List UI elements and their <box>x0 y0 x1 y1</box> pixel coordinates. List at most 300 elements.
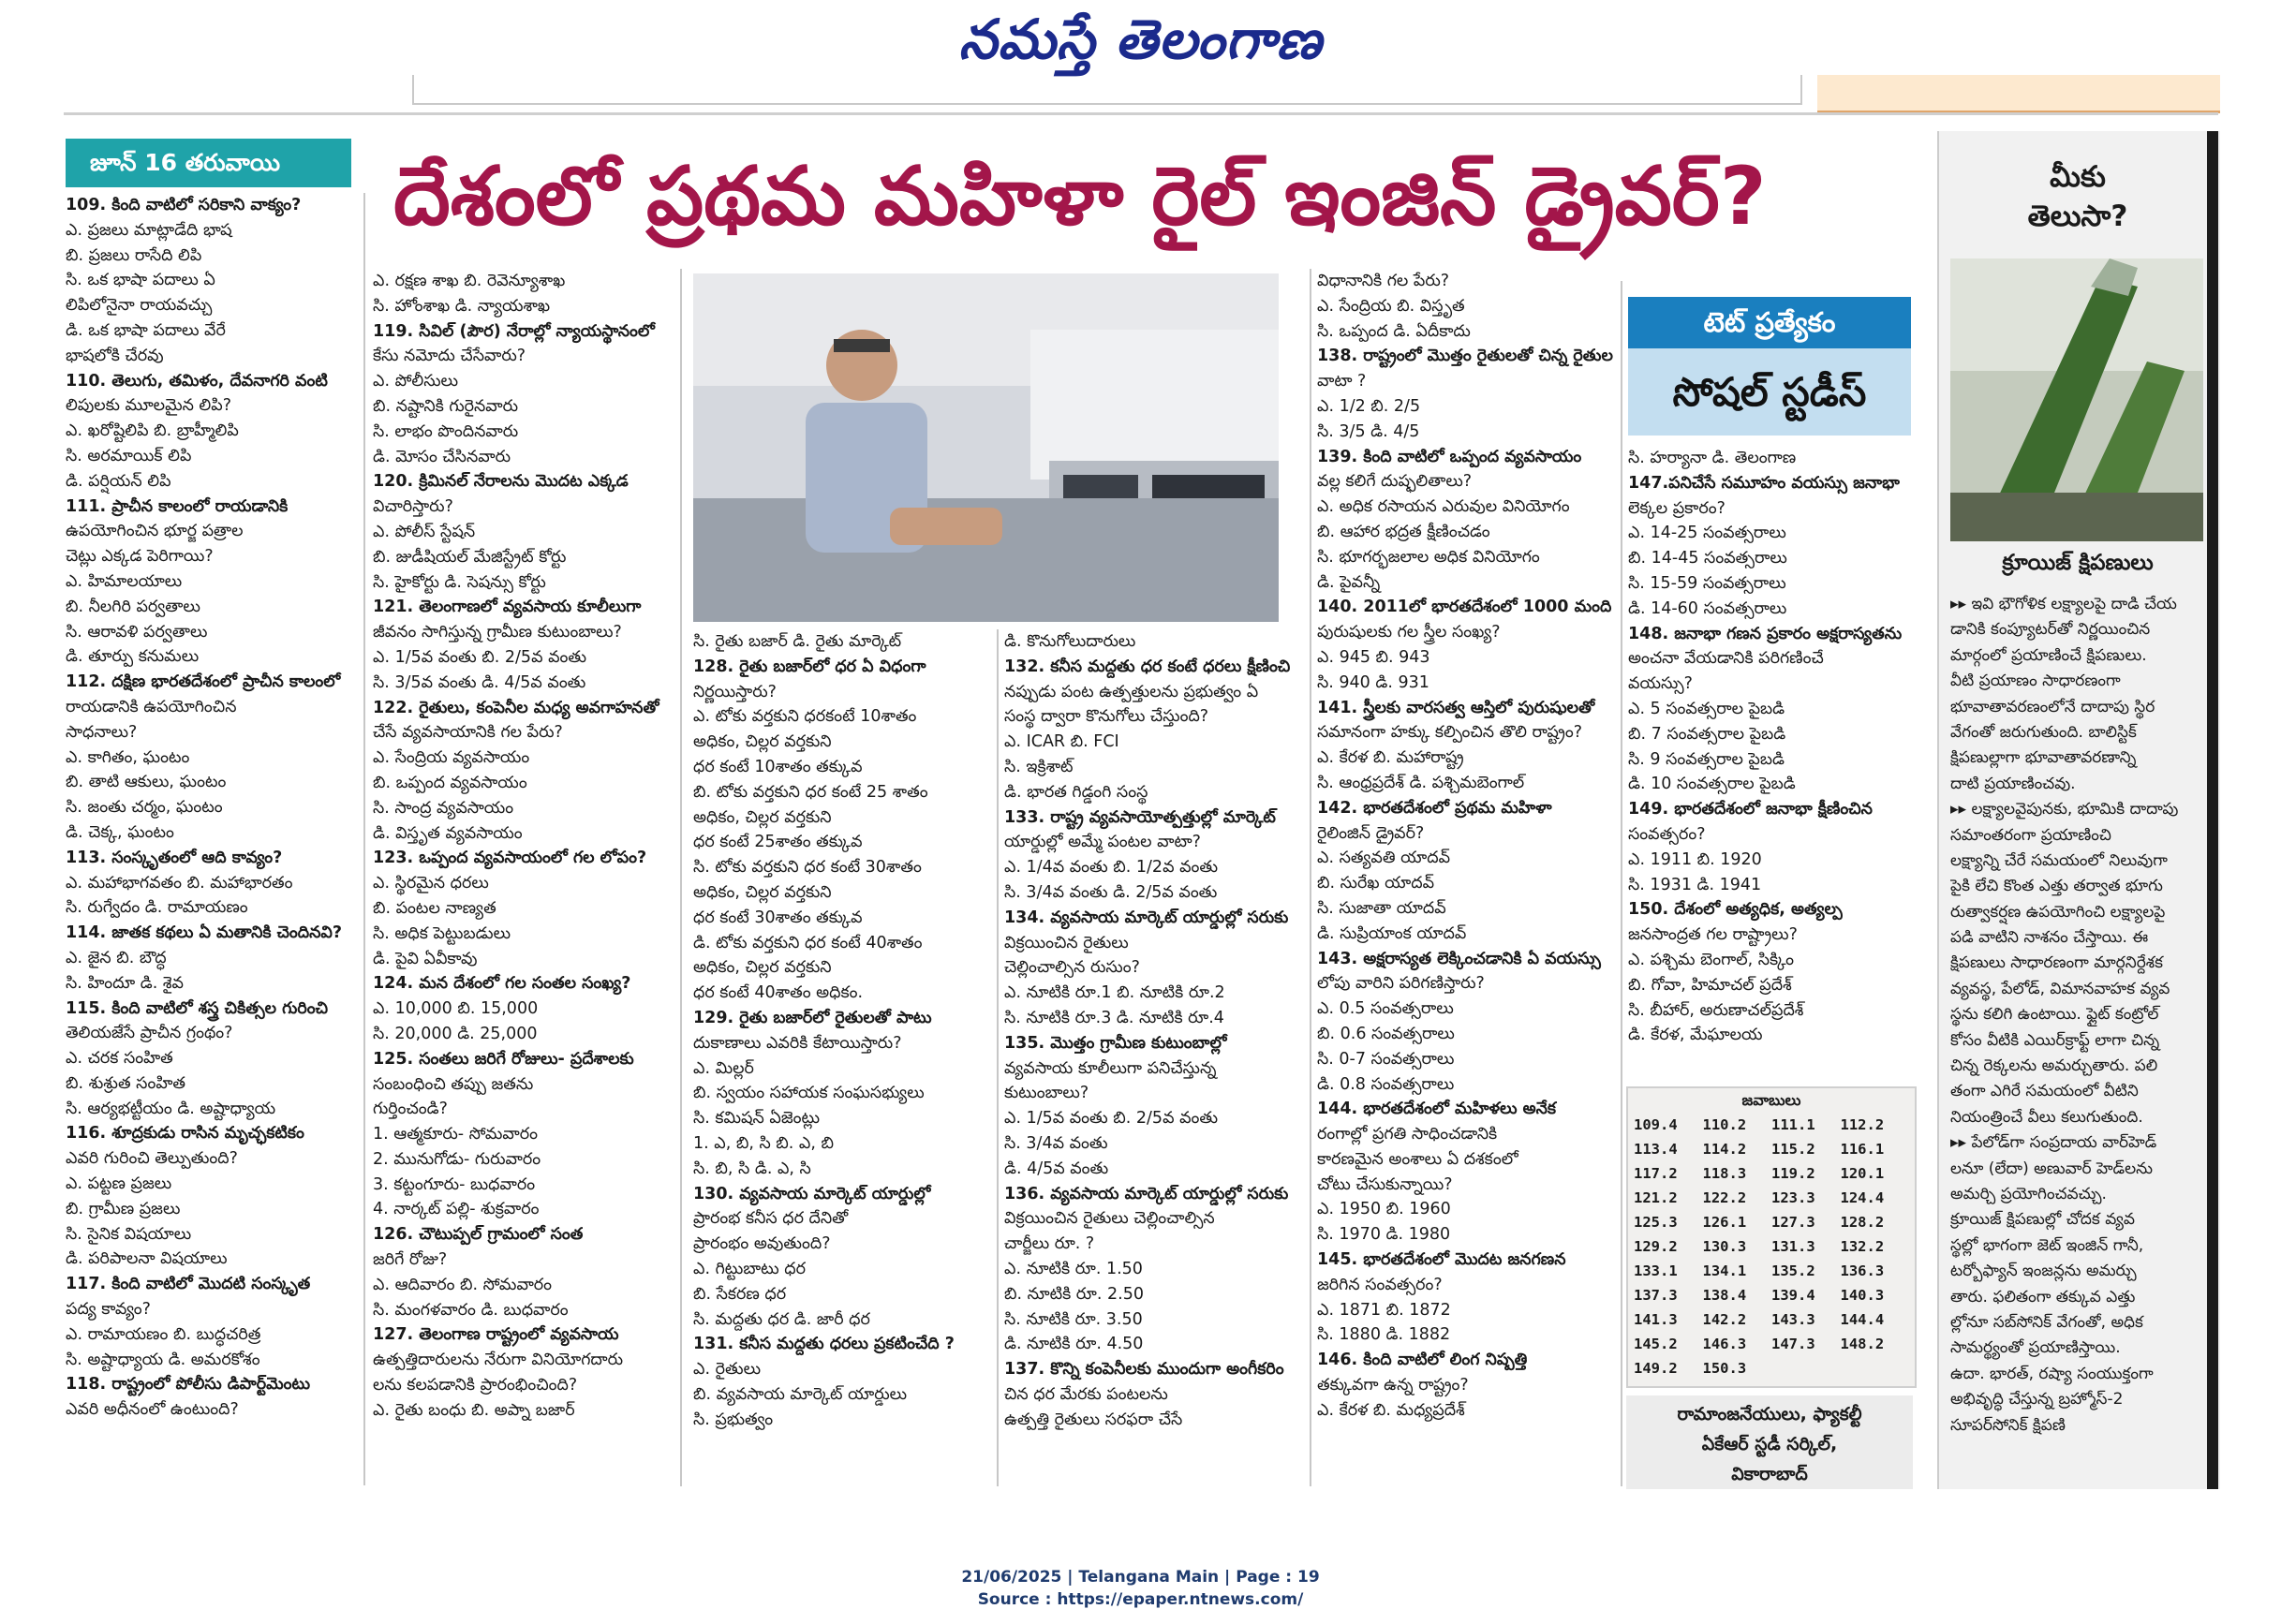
option-line: సి. సుజాతా యాదవ్ <box>1317 898 1446 918</box>
question-line: 142. భారతదేశంలో ప్రథమ మహిళా <box>1317 798 1552 818</box>
question-line: 140. 2011లో భారతదేశంలో 1000 మంది <box>1317 598 1612 617</box>
answer-cell: 123.3 <box>1771 1189 1815 1206</box>
question-line: 149. భారతదేశంలో జనాభా క్షీణించిన <box>1628 800 1873 819</box>
option-line: ఉత్పత్తిదారులను నేరుగా వినియోగదారు <box>373 1351 624 1370</box>
answer-cell: 112.2 <box>1840 1116 1885 1133</box>
answer-cell: 135.2 <box>1771 1262 1815 1279</box>
option-line: చెట్లు ఎక్కడ పెరిగాయి? <box>66 547 214 567</box>
question-line: 145. భారతదేశంలో మొదట జనగణన <box>1317 1250 1566 1270</box>
footer-source: Source : https://epaper.ntnews.com/ <box>977 1590 1304 1609</box>
option-line: విచారిస్తారు? <box>373 497 453 517</box>
answer-cell: 129.2 <box>1634 1238 1678 1255</box>
answer-cell: 120.1 <box>1840 1165 1885 1182</box>
option-line: 2. మునుగోడు- గురువారం <box>373 1149 541 1169</box>
option-line: సి. నూటికి రూ.3 డి. నూటికి రూ.4 <box>1004 1008 1224 1027</box>
option-line: బి. జుడీషియల్ మేజిస్ట్రేట్ కోర్టు <box>373 547 567 567</box>
option-line: వ్యవసాయ కూలీలుగా పనిచేస్తున్న <box>1004 1058 1217 1078</box>
option-line: బి. టోకు వర్తకుని ధర కంటే 25 శాతం <box>693 782 928 802</box>
option-line: సంస్థ ద్వారా కొనుగోలు చేస్తుంది? <box>1004 707 1209 727</box>
option-line: ఎ. మిల్లర్ <box>693 1058 754 1078</box>
answer-cell: 138.4 <box>1702 1287 1747 1304</box>
question-column-2 <box>373 269 674 1424</box>
question-line: 113. సంస్కృతంలో ఆది కావ్యం? <box>66 848 283 867</box>
question-line: 121. తెలంగాణలో వ్యవసాయ కూలీలుగా <box>373 598 642 617</box>
option-line: డి. కేరళ, మేఘాలయ <box>1628 1026 1763 1045</box>
answer-cell: 111.1 <box>1771 1116 1815 1133</box>
page-headline: దేశంలో ప్రథమ మహిళా రైల్ ఇంజిన్ డ్రైవర్? <box>393 150 1767 244</box>
option-line: సి. ఆంధ్రప్రదేశ్ డి. పశ్చిమబెంగాల్ <box>1317 773 1525 792</box>
answer-cell: 140.3 <box>1840 1287 1885 1304</box>
option-line: డి. పైవి ఏవీకావు <box>373 949 478 968</box>
question-line: 128. రైతు బజార్‌లో ధర ఏ విధంగా <box>693 657 926 676</box>
option-line: ఎ. 1871 బి. 1872 <box>1317 1300 1451 1320</box>
option-line: విధానానికి గల పేరు? <box>1317 272 1450 290</box>
option-line: కుటుంబాలు? <box>1004 1084 1089 1103</box>
option-line: సి. 9 సంవత్సరాల పైబడి <box>1628 749 1785 769</box>
option-line: సి. 940 డి. 931 <box>1317 672 1429 692</box>
option-line: లోపు వారిని పరిగణిస్తారు? <box>1317 974 1485 994</box>
option-line: ఎ. నూటికి రూ.1 బి. నూటికి రూ.2 <box>1004 983 1225 1003</box>
option-line: ఎ. టోకు వర్తకుని ధరకంటే 10శాతం <box>693 707 917 727</box>
answer-cell: 109.4 <box>1634 1116 1678 1133</box>
sidebar-text-line: రుత్వాకర్షణ ఉపయోగించి లక్ష్యాలపై <box>1950 902 2166 922</box>
question-line: 146. కింది వాటిలో లింగ నిష్పత్తి <box>1317 1351 1528 1370</box>
option-line: సి. హర్యానా డి. తెలంగాణ <box>1628 449 1797 467</box>
option-line: ఎ. రామాయణం బి. బుద్ధచరిత్ర <box>66 1324 261 1344</box>
question-line: 125. సంతలు జరిగే రోజులు- ప్రదేశాలకు <box>373 1049 634 1069</box>
option-line: పద్య కావ్యం? <box>66 1300 151 1320</box>
newspaper-logo: నమస్తే తెలంగాణ <box>958 7 1323 71</box>
sidebar-caption: క్రూయిజ్ క్షిపణులు <box>2002 551 2154 575</box>
option-line: డి. విస్తృత వ్యవసాయం <box>373 823 523 843</box>
option-line: సి. అష్టాధ్యాయ డి. అమరకోశం <box>66 1350 260 1369</box>
option-line: నప్పుడు పంట ఉత్పత్తులను ప్రభుత్వం ఏ <box>1004 682 1259 701</box>
option-line: డి. చెక్క, ఘంటం <box>66 822 174 842</box>
option-line: బి. శుశ్రుత సంహిత <box>66 1073 186 1093</box>
option-line: ఎ. 1/2 బి. 2/5 <box>1317 396 1421 416</box>
option-line: సి. 1970 డి. 1980 <box>1317 1225 1451 1245</box>
question-line: 118. రాష్ట్రంలో పోలీసు డిపార్ట్‌మెంటు <box>66 1375 311 1395</box>
header-rule <box>64 112 2218 115</box>
answers-grid <box>1628 1113 1915 1380</box>
option-line: బి. ఆహార భద్రత క్షీణించడం <box>1317 522 1490 541</box>
question-line: 123. ఒప్పంద వ్యవసాయంలో గల లోపం? <box>373 849 647 868</box>
option-line: సి. అరమాయిక్ లిపి <box>66 446 192 465</box>
option-line: ఎ. నూటికి రూ. 1.50 <box>1004 1259 1143 1278</box>
option-line: ఎ. ప్రజలు మాట్లాడేది భాష <box>66 220 232 240</box>
answer-cell: 136.3 <box>1840 1262 1885 1279</box>
option-line: చార్జీలు రూ. ? <box>1004 1234 1095 1254</box>
sidebar-title-line: తెలుసా? <box>2027 199 2128 233</box>
option-line: 1. ఆత్మకూరు- సోమవారం <box>373 1125 539 1144</box>
option-line: సి. ఒక భాషా పదాలు ఏ <box>66 271 215 290</box>
option-line: విక్రయించిన రైతులు <box>1004 933 1129 952</box>
option-line: సి. 3/5వ వంతు డి. 4/5వ వంతు <box>373 672 586 692</box>
option-line: లిపులకు మూలమైన లిపి? <box>66 396 231 416</box>
option-line: బి. గ్రామీణ ప్రజలు <box>66 1199 181 1218</box>
cruise-missile-photo <box>1950 258 2203 541</box>
sidebar-text-line: భూవాతావరణంలోనే దాదాపు స్థిర <box>1950 697 2155 716</box>
sidebar-text-line: అభివృద్ధి చేస్తున్న బ్రహ్మోస్-2 <box>1950 1390 2124 1410</box>
answer-cell: 149.2 <box>1634 1360 1678 1377</box>
question-column-6 <box>1628 446 1913 1048</box>
option-line: లిపిలోనైనా రాయవచ్చు <box>66 296 213 316</box>
option-line: డి. పైవన్నీ <box>1317 572 1381 592</box>
option-line: ఎ. జైన బి. బౌద్ధ <box>66 948 167 967</box>
header-frame <box>412 75 1802 105</box>
option-line: డి. కొనుగోలుదారులు <box>1004 632 1136 651</box>
answer-cell: 126.1 <box>1702 1214 1747 1231</box>
option-line: ఎ. ICAR బి. FCI <box>1004 732 1119 752</box>
tet-special-label: టెట్ ప్రత్యేకం <box>1628 297 1911 348</box>
option-line: డి. టోకు వర్తకుని ధర కంటే 40శాతం <box>693 933 923 952</box>
sidebar-text-line: ▸▸ ఇవి భౌగోళిక లక్ష్యాలపై దాడి చేయ <box>1950 595 2177 613</box>
answer-cell: 137.3 <box>1634 1287 1678 1304</box>
option-line: సి. హిందూ డి. శైవ <box>66 973 184 993</box>
option-line: ఎ. చరక సంహిత <box>66 1049 173 1069</box>
option-line: సి. 3/5 డి. 4/5 <box>1317 421 1420 441</box>
question-line: 134. వ్యవసాయ మార్కెట్ యార్డుల్లో సరుకు <box>1004 908 1289 927</box>
option-line: 3. కట్టంగూరు- బుధవారం <box>373 1174 536 1194</box>
option-line: అధికం, చిల్లర వర్తకుని <box>693 882 832 902</box>
question-line: 141. స్త్రీలకు వారసత్వ ఆస్తిలో పురుషులతో <box>1317 698 1595 717</box>
option-line: ఉత్పత్తి రైతులు సరఫరా చేసే <box>1004 1410 1183 1429</box>
answer-cell: 116.1 <box>1840 1141 1885 1158</box>
question-line: 132. కనీస మద్దతు ధర కంటే ధరలు క్షీణించి <box>1004 657 1291 676</box>
option-line: సి. హోంశాఖ డి. న్యాయశాఖ <box>373 296 551 316</box>
option-line: జీవనం సాగిస్తున్న గ్రామీణ కుటుంబాలు? <box>373 623 622 642</box>
option-line: సి. 3/4వ వంతు <box>1004 1133 1108 1153</box>
answers-table <box>1626 1086 1917 1388</box>
question-column-4 <box>1004 629 1304 1433</box>
option-line: కేసు నమోదు చేసేవారు? <box>373 347 526 366</box>
option-line: ధర కంటే 10శాతం తక్కువ <box>693 757 863 776</box>
option-line: జరిగిన సంవత్సరం? <box>1317 1275 1443 1294</box>
option-line: డి. 4/5వ వంతు <box>1004 1159 1109 1178</box>
option-line: ఎ. కేరళ బి. మధ్యప్రదేశ్ <box>1317 1400 1465 1420</box>
option-line: అధికం, చిల్లర వర్తకుని <box>693 958 832 978</box>
answer-cell: 110.2 <box>1702 1116 1747 1133</box>
option-line: డి. పర్షియన్ లిపి <box>66 471 171 491</box>
option-line: వాటా ? <box>1317 372 1367 391</box>
option-line: ఎ. గిట్టుబాటు ధర <box>693 1259 806 1278</box>
masthead <box>0 7 2281 85</box>
option-line: ఎ. కేరళ బి. మహారాష్ట్ర <box>1317 748 1464 768</box>
option-line: ఎ. 1950 బి. 1960 <box>1317 1200 1451 1219</box>
sidebar-text-line: స్థను కలిగి ఉంటాయి. ఫ్లైట్ కంట్రోల్ <box>1950 1005 2159 1025</box>
option-line: సి. మంగళవారం డి. బుధవారం <box>373 1300 569 1320</box>
answer-cell: 133.1 <box>1634 1262 1678 1279</box>
answer-cell: 145.2 <box>1634 1336 1678 1352</box>
option-line: ఎ. 1/4వ వంతు బి. 1/2వ వంతు <box>1004 858 1219 878</box>
option-line: సి. బి, సి డి. ఎ, సి <box>693 1159 811 1178</box>
option-line: డి. పరిపాలనా విషయాలు <box>66 1249 228 1269</box>
option-line: లను కలపడానికి ప్రారంభించింది? <box>373 1376 578 1395</box>
option-line: ఎ. 1/5వ వంతు బి. 2/5వ వంతు <box>373 647 587 667</box>
option-line: డి. 0.8 సంవత్సరాలు <box>1317 1074 1455 1094</box>
column-divider <box>997 629 999 1486</box>
option-line: ఎ. ఆదివారం బి. సోమవారం <box>373 1275 553 1294</box>
sidebar-text-line: సూపర్‌సోనిక్ క్షిపణి <box>1950 1415 2066 1435</box>
option-line: సి. రుగ్వేదం డి. రామాయణం <box>66 898 248 918</box>
answers-heading: జవాబులు <box>1741 1091 1801 1109</box>
option-line: బి. నష్టానికి గురైనవారు <box>373 396 519 416</box>
credit-line: వికారాబాద్ <box>1731 1464 1808 1484</box>
option-line: ఎ. స్థిరమైన ధరలు <box>373 874 489 893</box>
option-line: రాయడానికి ఉపయోగించిన <box>66 697 237 716</box>
sidebar-text-line: అమర్చి ప్రయోగించవచ్చు. <box>1950 1184 2107 1203</box>
option-line: సి. 20,000 డి. 25,000 <box>373 1024 538 1043</box>
option-line: సి. బీహార్, అరుణాచల్‌ప్రదేశ్ <box>1628 1000 1804 1020</box>
option-line: బి. 0.6 సంవత్సరాలు <box>1317 1024 1455 1043</box>
sidebar-text-line: నియంత్రించే వీలు కలుగుతుంది. <box>1950 1107 2143 1127</box>
sidebar-text-line: డానికి కంప్యూటర్‌తో నిర్ణయించిన <box>1950 620 2151 640</box>
question-line: 116. శూద్రకుడు రాసిన మృచ్ఛకటికం <box>66 1124 304 1144</box>
option-line: ఎ. మహాభాగవతం బి. మహాభారతం <box>66 873 293 893</box>
option-line: చెల్లించాల్సిన రుసుం? <box>1004 958 1140 978</box>
option-line: సి. మద్దతు ధర డి. జారీ ధర <box>693 1309 870 1329</box>
answer-cell: 134.1 <box>1702 1262 1747 1279</box>
option-line: బి. 7 సంవత్సరాల పైబడి <box>1628 724 1786 744</box>
footer-date: 21/06/2025 | Telangana Main | Page : 19 <box>961 1568 1320 1587</box>
question-line: 126. చౌటుప్పల్ గ్రామంలో సంత <box>373 1225 584 1245</box>
answer-cell: 146.3 <box>1702 1336 1747 1352</box>
question-line: 130. వ్యవసాయ మార్కెట్ యార్డుల్లో <box>693 1184 931 1203</box>
sidebar-text-line: దాటి ప్రయాణించవు. <box>1950 774 2076 793</box>
option-line: భాషలోకి చేరవు <box>66 346 164 365</box>
option-line: బి. ఒప్పంద వ్యవసాయం <box>373 773 527 792</box>
option-line: ఎ. సత్యవతి యాదవ్ <box>1317 849 1451 868</box>
option-line: డి. తూర్పు కనుమలు <box>66 647 200 667</box>
option-line: బి. వ్యవసాయ మార్కెట్ యార్డులు <box>693 1384 908 1404</box>
option-line: రంగాల్లో ప్రగతి సాధించడానికి <box>1317 1125 1498 1144</box>
sidebar-text-line: క్షిపణుల్లాగా భూవాతావరణాన్ని <box>1950 748 2137 768</box>
question-line: 109. కింది వాటిలో సరికాని వాక్యం? <box>66 196 302 214</box>
sidebar-body <box>1950 592 2213 1439</box>
option-line: యార్డుల్లో అమ్మే పంటల వాటా? <box>1004 833 1201 852</box>
column-divider <box>1621 281 1622 1486</box>
option-line: బి. నీలగిరి పర్వతాలు <box>66 597 200 616</box>
option-line: జరిగే రోజు? <box>373 1250 448 1270</box>
column-divider <box>1310 269 1311 1486</box>
option-line: డి. భారత గిడ్డంగి సంస్థ <box>1004 782 1148 802</box>
option-line: ఎ. పశ్చిమ బెంగాల్, సిక్కిం <box>1628 950 1795 969</box>
answer-cell: 118.3 <box>1702 1165 1747 1182</box>
option-line: బి. స్వయం సహాయక సంఘసభ్యులు <box>693 1084 925 1103</box>
sidebar-text-line: వేగంతో జరుగుతుంది. బాలిస్టిక్ <box>1950 722 2137 742</box>
question-line: 144. భారతదేశంలో మహిళలు అనేక <box>1317 1100 1557 1119</box>
answer-cell: 119.2 <box>1771 1165 1815 1182</box>
question-column-5 <box>1317 269 1619 1424</box>
answer-cell: 122.2 <box>1702 1189 1747 1206</box>
option-line: సాధనాలు? <box>66 722 138 742</box>
question-line: 137. కొన్ని కంపెనీలకు ముందుగా అంగీకరిం <box>1004 1360 1284 1380</box>
sidebar-text-line: సామర్థ్యంతో ప్రయాణిస్తాయి. <box>1950 1338 2121 1358</box>
answer-cell: 127.3 <box>1771 1214 1815 1231</box>
option-line: సంవత్సరం? <box>1628 824 1706 844</box>
option-line: సి. జంతు చర్మం, ఘంటం <box>66 798 223 818</box>
option-line: ధర కంటే 30శాతం తక్కువ <box>693 908 863 927</box>
question-line: 124. మన దేశంలో గల సంతల సంఖ్య? <box>373 974 631 994</box>
column-divider <box>680 269 682 1486</box>
question-line: 119. సివిల్ (పౌర) నేరాల్లో న్యాయస్థానంలో <box>373 321 655 341</box>
option-line: సమానంగా హక్కు కల్పించిన తొలి రాష్ట్రం? <box>1317 723 1583 743</box>
question-line: 110. తెలుగు, తమిళం, దేవనాగరి వంటి <box>66 371 328 391</box>
train-driver-photo <box>693 273 1279 622</box>
option-line: అంచనా వేయడానికి పరిగణించే <box>1628 649 1824 669</box>
option-line: వయస్సు? <box>1628 674 1693 694</box>
question-line: 133. రాష్ట్ర వ్యవసాయోత్పత్తుల్లో మార్కెట్ <box>1004 807 1276 827</box>
sidebar-text-line: కోసం వీటికి ఎయిర్‌క్రాఫ్ట్ లాగా చిన్న <box>1950 1030 2160 1050</box>
option-line: సి. నూటికి రూ. 3.50 <box>1004 1309 1143 1329</box>
question-line: 147.పనిచేసే సమూహం వయస్సు జనాభా <box>1628 473 1900 493</box>
sidebar-text-line: లనూ (లేదా) అణువార్ హెడ్‌లను <box>1950 1159 2153 1178</box>
option-line: తెలియజేసే ప్రాచీన గ్రంథం? <box>66 1024 233 1043</box>
answer-cell: 124.4 <box>1840 1189 1885 1206</box>
column-divider <box>363 193 365 1485</box>
option-line: సి. భూగర్భజలాల అధిక వినియోగం <box>1317 547 1540 567</box>
option-line: బి. నూటికి రూ. 2.50 <box>1004 1284 1144 1304</box>
sidebar-title-line: మీకు <box>2050 160 2106 194</box>
sidebar-text-line: క్రూయిజ్ క్షిపణుల్లో చోదక వ్యవ <box>1950 1210 2135 1230</box>
answer-cell: 132.2 <box>1840 1238 1885 1255</box>
question-line: 131. కనీస మద్దతు ధరలు ప్రకటించేది ? <box>693 1335 955 1354</box>
option-line: సి. 1931 డి. 1941 <box>1628 875 1762 894</box>
option-line: ఎ. రక్షణ శాఖ బి. రెవెన్యూశాఖ <box>373 272 566 290</box>
social-studies-label: సోషల్ స్టడీస్ <box>1628 348 1911 436</box>
answer-cell: 141.3 <box>1634 1311 1678 1328</box>
option-line: లెక్కల ప్రకారం? <box>1628 498 1726 518</box>
option-line: బి. 14-45 సంవత్సరాలు <box>1628 549 1787 568</box>
option-line: సి. హైకోర్టు డి. సెషన్సు కోర్టు <box>373 572 546 592</box>
option-line: ఎ. సేంద్రియ బి. విస్తృత <box>1317 296 1465 316</box>
question-line: 115. కింది వాటిలో శస్త్ర చికిత్సల గురించి <box>66 998 328 1018</box>
option-line: ధర కంటే 40శాతం అధికం. <box>693 983 864 1003</box>
option-line: సి. ప్రభుత్వం <box>693 1410 774 1429</box>
option-line: సి. 3/4వ వంతు డి. 2/5వ వంతు <box>1004 882 1218 902</box>
option-line: ఎ. రైతు బంధు బి. అప్నా బజార్ <box>373 1400 575 1420</box>
answer-cell: 144.4 <box>1840 1311 1885 1328</box>
option-line: కారణమైన అంశాలు ఏ దశకంలో <box>1317 1149 1518 1169</box>
answer-cell: 148.2 <box>1840 1336 1885 1352</box>
option-line: ఎ. కాగితం, ఘంటం <box>66 747 190 767</box>
credit-line: రామాంజనేయులు, ఫ్యాకల్టీ <box>1677 1404 1862 1425</box>
option-line: సి. రైతు బజార్ డి. రైతు మార్కెట్ <box>693 632 902 651</box>
sidebar-text-line: సమాంతరంగా ప్రయాణించి <box>1950 825 2111 845</box>
option-line: బి. సురేఖ యాదవ్ <box>1317 874 1435 893</box>
option-line: సి. సైనిక విషయాలు <box>66 1224 192 1244</box>
option-line: డి. 14-60 సంవత్సరాలు <box>1628 598 1787 618</box>
continuation-tag: జూన్ 16 తరువాయి <box>66 139 351 187</box>
question-line: 117. కింది వాటిలో మొదటి సంస్కృత <box>66 1275 311 1294</box>
option-line: ఎ. 1911 బి. 1920 <box>1628 849 1762 869</box>
option-line: సి. 1880 డి. 1882 <box>1317 1325 1451 1345</box>
option-line: బి. ప్రజలు రాసేది లిపి <box>66 245 202 265</box>
option-line: ప్రారంభ కనీస ధర దేనితో <box>693 1209 849 1229</box>
answer-cell: 114.2 <box>1702 1141 1747 1158</box>
option-line: సంబంధించి తప్పు జతను <box>373 1074 534 1094</box>
option-line: వల్ల కలిగే దుష్ఫలితాలు? <box>1317 472 1473 492</box>
sidebar-text-line: ఉదా. భారత్, రష్యా సంయుక్తంగా <box>1950 1364 2154 1383</box>
option-line: డి. నూటికి రూ. 4.50 <box>1004 1335 1144 1354</box>
option-line: సి. అధిక పెట్టుబడులు <box>373 923 511 943</box>
option-line: ఎ. 1/5వ వంతు బి. 2/5వ వంతు <box>1004 1109 1219 1129</box>
option-line: నిర్ణయిస్తారు? <box>693 682 777 701</box>
option-line: ఎ. సేంద్రియ వ్యవసాయం <box>373 748 530 768</box>
option-line: చోటు చేసుకున్నాయి? <box>1317 1174 1453 1194</box>
option-line: ఎ. 945 బి. 943 <box>1317 647 1430 667</box>
option-line: సి. లాభం పొందినవారు <box>373 421 519 441</box>
option-line: సి. సాంద్ర వ్యవసాయం <box>373 798 514 818</box>
sidebar-text-line: తంగా ఎగిరే సమయంలో వీటిని <box>1950 1082 2139 1101</box>
question-line: 111. ప్రాచీన కాలంలో రాయడానికి <box>66 496 289 516</box>
option-line: డి. మోసం చేసినవారు <box>373 447 511 466</box>
answer-cell: 130.3 <box>1702 1238 1747 1255</box>
answer-cell: 139.4 <box>1771 1287 1815 1304</box>
option-line: రైలింజిన్ డ్రైవర్? <box>1317 823 1425 843</box>
header-accent-box <box>1817 75 2220 113</box>
option-line: 1. ఎ, బి, సి బి. ఎ, బి <box>693 1133 834 1153</box>
option-line: డి. 10 సంవత్సరాల పైబడి <box>1628 775 1796 794</box>
option-line: ఎ. పోలీసులు <box>373 372 459 391</box>
option-line: ఎ. 0.5 సంవత్సరాలు <box>1317 999 1454 1019</box>
option-line: బి. సేకరణ ధర <box>693 1284 787 1304</box>
option-line: 4. నార్కట్ పల్లి- శుక్రవారం <box>373 1200 540 1219</box>
question-line: 127. తెలంగాణ రాష్ట్రంలో వ్యవసాయ <box>373 1325 619 1345</box>
special-section-box <box>1628 297 1911 436</box>
option-line: దుకాణాలు ఎవరికి కేటాయిస్తారు? <box>693 1033 902 1053</box>
option-line: ఎ. 10,000 బి. 15,000 <box>373 999 539 1019</box>
option-line: ఎ. అధిక రసాయన ఎరువుల వినియోగం <box>1317 497 1570 517</box>
option-line: జనసాంద్రత గల రాష్ట్రాలు? <box>1628 925 1798 945</box>
credit-line: ఏకేఆర్ స్టడీ సర్కిల్, <box>1701 1434 1838 1454</box>
question-line: 139. కింది వాటిలో ఒప్పంద వ్యవసాయం <box>1317 447 1582 466</box>
sidebar-text-line: వ్యవస్థ, పేలోడ్, విమానవాహక వ్యవ <box>1950 979 2170 998</box>
answer-cell: 147.3 <box>1771 1336 1815 1352</box>
option-line: ఎ. పోలీస్ స్టేషన్ <box>373 522 476 541</box>
option-line: విక్రయించిన రైతులు చెల్లించాల్సిన <box>1004 1209 1215 1229</box>
question-line: 148. జనాభా గణన ప్రకారం అక్షరాస్యతను <box>1628 624 1903 643</box>
option-line: సి. ఇక్రిశాట్ <box>1004 757 1074 776</box>
question-line: 150. దేశంలో అత్యధిక, అత్యల్ప <box>1628 900 1843 920</box>
question-line: 135. మొత్తం గ్రామీణ కుటుంబాల్లో <box>1004 1033 1227 1053</box>
option-line: సి. ఒప్పంద డి. ఏదీకాదు <box>1317 321 1471 341</box>
sidebar-text-line: క్షిపణులు సాధారణంగా మార్గనిర్దేశక <box>1950 953 2163 973</box>
sidebar-text-line: ▸▸ లక్ష్యాలవైపునకు, భూమికి దాదాపు <box>1950 800 2179 819</box>
sidebar-text-line: పడి వాటిని నాశనం చేస్తాయి. ఈ <box>1950 928 2149 948</box>
question-line: 112. దక్షిణ భారతదేశంలో ప్రాచీన కాలంలో <box>66 672 341 692</box>
option-line: ఎ. పట్టణ ప్రజలు <box>66 1174 172 1194</box>
option-line: తక్కువగా ఉన్న రాష్ట్రం? <box>1317 1376 1469 1395</box>
option-line: గుర్తించండి? <box>373 1100 448 1119</box>
option-line: సి. కమిషన్ ఏజెంట్లు <box>693 1109 821 1129</box>
option-line: ప్రారంభం అవుతుంది? <box>693 1234 831 1254</box>
option-line: బి. గోవా, హిమాచల్ ప్రదేశ్ <box>1628 975 1792 995</box>
answer-cell: 117.2 <box>1634 1165 1678 1182</box>
option-line: ఎ. 14-25 సంవత్సరాలు <box>1628 524 1786 543</box>
sidebar-text-line: పైకి లేచి కొంత ఎత్తు తర్వాత భూగు <box>1950 877 2163 896</box>
option-line: ఎ. హిమాలయాలు <box>66 571 183 591</box>
question-column-3 <box>693 629 991 1433</box>
question-line: 138. రాష్ట్రంలో మొత్తం రైతులతో చిన్న రైతుల <box>1317 347 1613 366</box>
question-column-1 <box>66 193 356 1423</box>
answer-cell: 121.2 <box>1634 1189 1678 1206</box>
option-line: ధర కంటే 25శాతం తక్కువ <box>693 833 863 852</box>
option-line: ఎవరి అధీనంలో ఉంటుంది? <box>66 1400 239 1420</box>
option-line: సి. 15-59 సంవత్సరాలు <box>1628 573 1786 593</box>
sidebar-title <box>1939 157 2216 236</box>
option-line: ఉపయోగించిన భూర్జ పత్రాల <box>66 522 244 541</box>
